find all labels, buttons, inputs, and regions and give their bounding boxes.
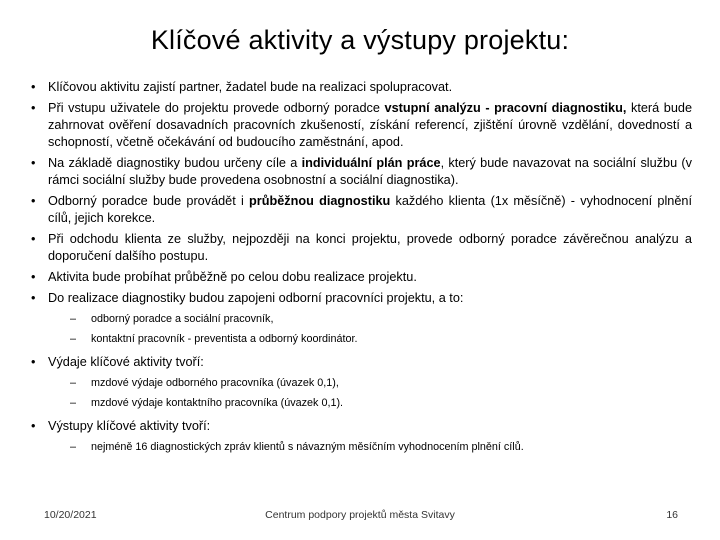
dash-icon: – (70, 441, 77, 453)
bullet-icon: • (31, 156, 36, 170)
dash-icon: – (70, 333, 77, 345)
sub-item (28, 396, 692, 410)
footer-date: 10/20/2021 (44, 509, 97, 521)
bullet-icon: • (31, 194, 36, 208)
bullet-item (28, 79, 692, 96)
bullet-item (28, 100, 692, 151)
sub-item-text: odborný poradce a sociální pracovník, (91, 313, 274, 325)
slide-title: Klíčové aktivity a výstupy projektu: (150, 25, 570, 55)
bullet-text: každého klienta (1x měsíčně) - vyhodnocení plnění cílů, jejich korekce. (48, 194, 692, 225)
bullet-text: Odborný poradce bude provádět i (48, 194, 250, 208)
bullet-text: Aktivita bude probíhat průběžně po celou dobu realizace projektu. (48, 270, 417, 284)
bullet-item (28, 269, 692, 286)
bullet-item (28, 354, 692, 371)
bullet-icon: • (31, 101, 36, 115)
bullet-bold-text: individuální plán práce (301, 156, 441, 170)
sub-list (28, 376, 692, 410)
bullet-icon: • (31, 270, 36, 284)
sub-item-text: nejméně 16 diagnostických zpráv klientů s návazným měsíčním vyhodnocením plnění cílů. (91, 441, 524, 453)
bullet-text: Na základě diagnostiky budou určeny cíle a (48, 156, 302, 170)
bullet-text: Klíčovou aktivitu zajistí partner, žadatel bude na realizaci spolupracovat. (48, 80, 453, 94)
sub-item (28, 376, 692, 390)
bullet-icon: • (31, 291, 36, 305)
bullet-text: Výdaje klíčové aktivity tvoří: (48, 355, 204, 369)
bullet-icon: • (31, 232, 36, 246)
sub-item-text: mzdové výdaje odborného pracovníka (úvazek 0,1), (91, 377, 339, 389)
bullet-text: Při odchodu klienta ze služby, nejpozději na konci projektu, provede odborný poradce závěrečnou analýzu a doporučení dalšího postupu. (48, 232, 692, 263)
bullet-icon: • (31, 419, 36, 433)
bullet-text: Do realizace diagnostiky budou zapojeni odborní pracovníci projektu, a to: (48, 291, 464, 305)
bullet-item (28, 418, 692, 435)
bullet-item (28, 231, 692, 265)
footer-page-number: 16 (666, 509, 678, 521)
bullet-item (28, 155, 692, 189)
slide-content (28, 79, 692, 462)
bullet-text: , který bude navazovat na sociální službu (v rámci sociální služby bude provedena osobnostní a sociální diagnostika). (48, 156, 692, 187)
sub-item-text: kontaktní pracovník - preventista a odborný koordinátor. (91, 333, 358, 345)
bullet-bold-text: průběžnou diagnostiku (249, 194, 391, 208)
footer-organization: Centrum podpory projektů města Svitavy (265, 509, 455, 521)
bullet-item (28, 193, 692, 227)
dash-icon: – (70, 397, 77, 409)
dash-icon: – (70, 377, 77, 389)
bullet-text: Výstupy klíčové aktivity tvoří: (48, 419, 211, 433)
sub-item (28, 440, 692, 454)
sub-list (28, 312, 692, 346)
sub-item (28, 332, 692, 346)
bullet-icon: • (31, 355, 36, 369)
bullet-icon: • (31, 80, 36, 94)
bullet-text: která bude zahrnovat ověření dosavadních pracovních zkušeností, získání referencí, zjištění úrovně vzdělání, dovedností a schopností, včetně očekávání od budoucího zaměstnání, apod. (48, 101, 692, 149)
bullet-item (28, 290, 692, 307)
bullet-text: Při vstupu uživatele do projektu provede odborný poradce (48, 101, 385, 115)
bullet-bold-text: vstupní analýzu - pracovní diagnostiku, (384, 101, 627, 115)
dash-icon: – (70, 313, 77, 325)
sub-item-text: mzdové výdaje kontaktního pracovníka (úvazek 0,1). (91, 397, 344, 409)
sub-list (28, 440, 692, 454)
sub-item (28, 312, 692, 326)
